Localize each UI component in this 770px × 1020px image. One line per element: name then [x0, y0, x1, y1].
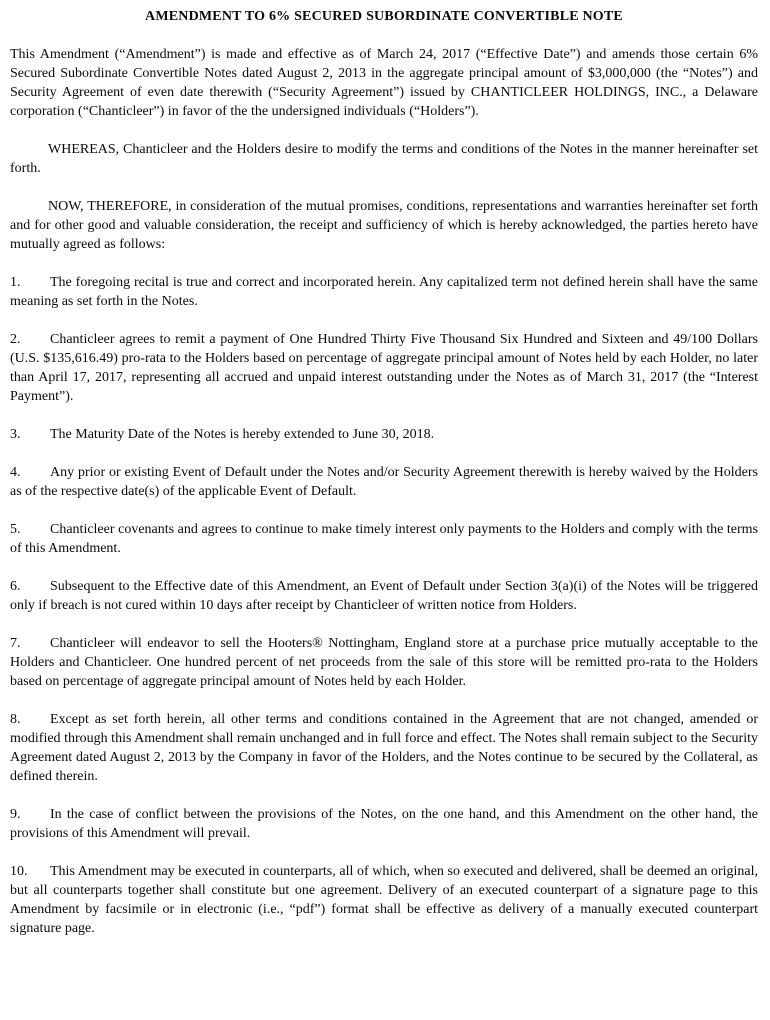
section-3-text: The Maturity Date of the Notes is hereby extended to June 30, 2018. [50, 427, 435, 442]
section-7-paragraph [10, 634, 758, 691]
section-9-paragraph [10, 805, 758, 843]
section-1-number: 1. [10, 275, 21, 290]
section-3-number: 3. [10, 427, 21, 442]
document-title: AMENDMENT TO 6% SECURED SUBORDINATE CONVERTIBLE NOTE [145, 9, 623, 24]
section-10-number: 10. [10, 864, 28, 879]
section-5-paragraph [10, 520, 758, 558]
whereas-clause: WHEREAS, Chanticleer and the Holders desire to modify the terms and conditions of the Notes in the manner hereinafter set forth. [10, 142, 758, 176]
intro-paragraph: This Amendment (“Amendment”) is made and effective as of March 24, 2017 (“Effective Date”) and amends those certain 6% Secured Subordinate Convertible Notes dated August 2, 2013 in the aggregate principal amount of $3,000,000 (the “Notes”) and Security Agreement of even date therewith (“Security Agreement”) issued by CHANTICLEER HOLDINGS, INC., a Delaware corporation (“Chanticleer”) in favor of the the undersigned individuals (“Holders”). [10, 47, 758, 119]
section-1-paragraph [10, 273, 758, 311]
section-4-paragraph [10, 463, 758, 501]
section-8-text: Except as set forth herein, all other terms and conditions contained in the Agreement that are not changed, amended or modified through this Amendment shall remain unchanged and in full force and effect. The Notes shall remain subject to the Security Agreement dated August 2, 2013 by the Company in favor of the Holders, and the Notes continue to be secured by the Collateral, as defined therein. [10, 712, 758, 784]
section-2-text: Chanticleer agrees to remit a payment of One Hundred Thirty Five Thousand Six Hundred and Sixteen and 49/100 Dollars (U.S. $135,616.49) pro-rata to the Holders based on percentage of aggregate principal amount of Notes held by each Holder, no later than April 17, 2017, representing all accrued and unpaid interest outstanding under the Notes as of March 31, 2017 (the “Interest Payment”). [10, 332, 758, 404]
section-7-number: 7. [10, 636, 21, 651]
section-10-text: This Amendment may be executed in counterparts, all of which, when so executed and delivered, shall be deemed an original, but all counterparts together shall constitute but one agreement. Delivery of an executed counterpart of a signature page to this Amendment by facsimile or in electronic (i.e., “pdf”) format shall be effective as delivery of a manually executed counterpart signature page. [10, 864, 758, 936]
section-6-paragraph [10, 577, 758, 615]
section-7-text: Chanticleer will endeavor to sell the Hooters® Nottingham, England store at a purchase price mutually acceptable to the Holders and Chanticleer. One hundred percent of net proceeds from the sale of this store will be remitted pro-rata to the Holders based on percentage of aggregate principal amount of Notes held by each Holder. [10, 636, 758, 689]
section-5-text: Chanticleer covenants and agrees to continue to make timely interest only payments to the Holders and comply with the terms of this Amendment. [10, 522, 758, 556]
now-therefore-clause: NOW, THEREFORE, in consideration of the mutual promises, conditions, representations and warranties hereinafter set forth and for other good and valuable consideration, the receipt and sufficiency of which is hereby acknowledged, the parties hereto have mutually agreed as follows: [10, 199, 758, 252]
section-4-number: 4. [10, 465, 21, 480]
section-4-text: Any prior or existing Event of Default under the Notes and/or Security Agreement therewith is hereby waived by the Holders as of the respective date(s) of the applicable Event of Default. [10, 465, 758, 499]
section-9-text: In the case of conflict between the provisions of the Notes, on the one hand, and this Amendment on the other hand, the provisions of this Amendment will prevail. [10, 807, 758, 841]
section-6-text: Subsequent to the Effective date of this Amendment, an Event of Default under Section 3(a)(i) of the Notes will be triggered only if breach is not cured within 10 days after receipt by Chanticleer of written notice from Holders. [10, 579, 758, 613]
section-1-text: The foregoing recital is true and correct and incorporated herein. Any capitalized term not defined herein shall have the same meaning as set forth in the Notes. [10, 275, 758, 309]
section-8-number: 8. [10, 712, 21, 727]
section-6-number: 6. [10, 579, 21, 594]
section-2-paragraph [10, 330, 758, 406]
section-9-number: 9. [10, 807, 21, 822]
section-10-paragraph [10, 862, 758, 938]
section-3-paragraph [10, 425, 758, 444]
section-5-number: 5. [10, 522, 21, 537]
section-2-number: 2. [10, 332, 21, 347]
section-8-paragraph [10, 710, 758, 786]
